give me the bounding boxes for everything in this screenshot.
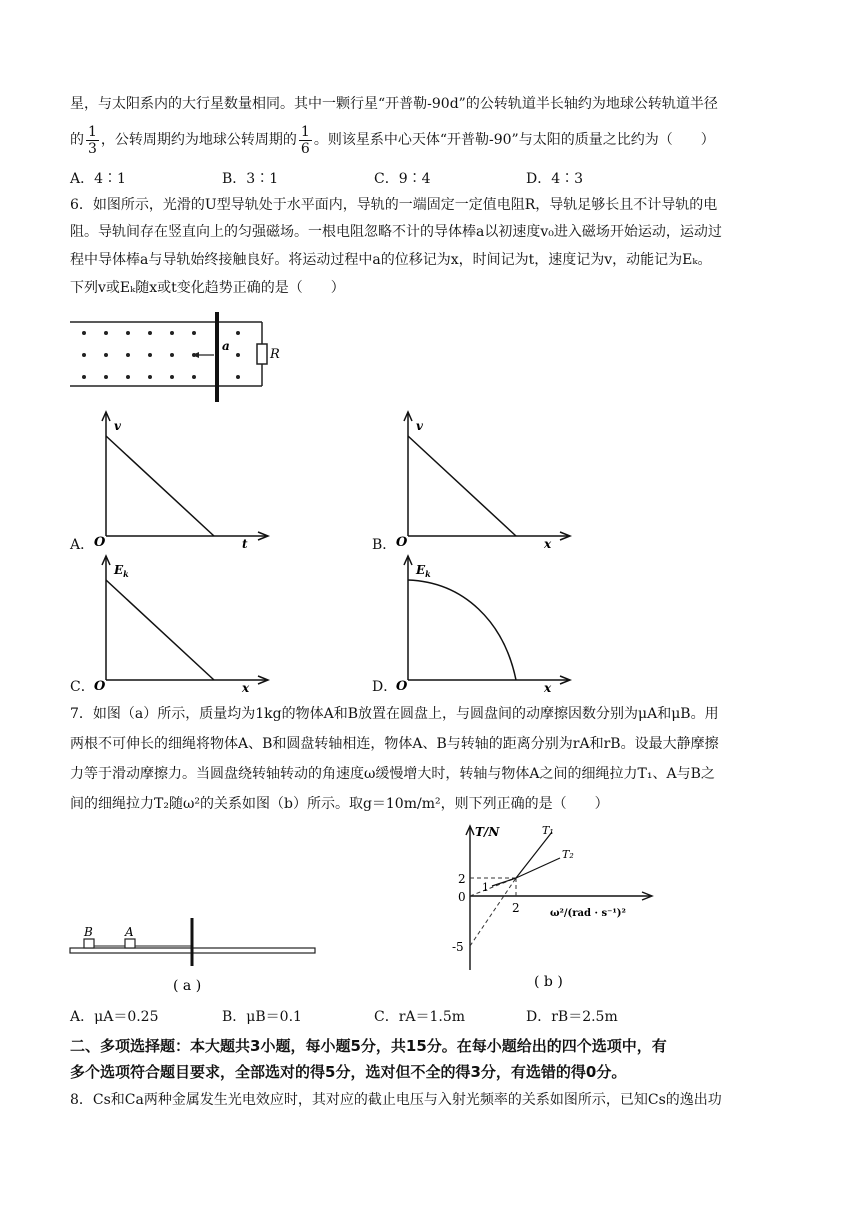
svg-text:T₁: T₁ bbox=[542, 824, 554, 837]
q5-line2 bbox=[70, 122, 715, 158]
svg-text:0: 0 bbox=[458, 890, 466, 904]
svg-text:O: O bbox=[94, 679, 106, 694]
block-b bbox=[84, 939, 94, 948]
q6-graph-a[interactable] bbox=[92, 408, 272, 550]
q6-graph-d[interactable] bbox=[394, 552, 574, 694]
svg-text:2: 2 bbox=[512, 901, 520, 915]
q7-line1: 7．如图（a）所示，质量均为1kg的物体A和B放置在圆盘上，与圆盘间的动摩擦因数分别为μA和μB。用 bbox=[70, 706, 719, 722]
q6-option-d[interactable]: D． bbox=[372, 679, 398, 695]
series-t1 bbox=[516, 832, 552, 878]
q7-option-a[interactable]: A．μA＝0.25 bbox=[70, 1009, 159, 1025]
q7-figure-a bbox=[68, 912, 318, 998]
q6-line1: 6．如图所示，光滑的U型导轨处于水平面内，导轨的一端固定一定值电阻R，导轨足够长且不计导轨的电 bbox=[70, 197, 718, 213]
svg-text:x: x bbox=[544, 681, 552, 694]
q5-line2c: 。则该星系中心天体“开普勒-90”与太阳的质量之比约为（ ） bbox=[313, 132, 715, 148]
svg-text:v: v bbox=[114, 419, 121, 433]
q7-line4: 间的细绳拉力T₂随ω²的关系如图（b）所示。取g＝10m/m²，则下列正确的是（ ） bbox=[70, 796, 609, 812]
q7-figure-b bbox=[442, 820, 662, 992]
q6-line4: 下列v或Eₖ随x或t变化趋势正确的是（ ） bbox=[70, 280, 345, 296]
svg-text:O: O bbox=[396, 535, 408, 550]
q5-line1: 星，与太阳系内的大行星数量相同。其中一颗行星“开普勒-90d”的公转轨道半长轴约为地球公转轨道半径 bbox=[70, 96, 718, 112]
svg-text:t: t bbox=[242, 537, 248, 550]
q6-rail-figure bbox=[70, 312, 280, 404]
series-t2 bbox=[516, 858, 560, 878]
svg-text:Ek: $E_k$ bbox=[416, 563, 431, 579]
q6-option-c[interactable]: C． bbox=[70, 679, 95, 695]
svg-text:ω²/(rad · s⁻¹)²: ω²/(rad · s⁻¹)² bbox=[550, 908, 626, 919]
svg-text:Ek: $E_k$ bbox=[114, 563, 129, 579]
q6-graph-b[interactable] bbox=[394, 408, 574, 550]
q6-graph-c[interactable] bbox=[92, 552, 272, 694]
q5-option-b[interactable]: B．3∶1 bbox=[222, 171, 279, 187]
q7-line2: 两根不可伸长的细绳将物体A、B和圆盘转轴相连，物体A、B与转轴的距离分别为rA和rB。设最大静摩擦 bbox=[70, 736, 719, 752]
q7-option-c[interactable]: C．rA＝1.5m bbox=[374, 1009, 466, 1025]
q7-line3: 力等于滑动摩擦力。当圆盘绕转轴转动的角速度ω缓慢增大时，转轴与物体A之间的细绳拉力T₁、A与B之 bbox=[70, 766, 715, 782]
q6-option-a[interactable]: A． bbox=[70, 537, 95, 553]
svg-text:B: B bbox=[84, 925, 93, 939]
svg-text:( b ): ( b ) bbox=[534, 974, 563, 990]
q8-line1: 8．Cs和Ca两种金属发生光电效应时，其对应的截止电压与入射光频率的关系如图所示，已知Cs的逸出功 bbox=[70, 1092, 722, 1108]
svg-text:x: x bbox=[544, 537, 552, 550]
q5-line2a: 的 bbox=[70, 132, 84, 148]
rod-label: a bbox=[222, 339, 230, 353]
svg-text:O: O bbox=[396, 679, 408, 694]
svg-text:O: O bbox=[94, 535, 106, 550]
q6-line3: 程中导体棒a与导轨始终接触良好。将运动过程中a的位移记为x，时间记为t，速度记为v，动能记为Eₖ。 bbox=[70, 252, 712, 268]
svg-text:-5: -5 bbox=[452, 940, 464, 954]
q7-option-b[interactable]: B．μB＝0.1 bbox=[222, 1009, 302, 1025]
resistor-label: R bbox=[270, 347, 280, 362]
svg-text:T/N: T/N bbox=[475, 825, 500, 839]
svg-text:1: 1 bbox=[482, 881, 489, 894]
svg-text:T₂: T₂ bbox=[562, 848, 574, 861]
fraction-one-third: $\frac{1}{3}$ bbox=[88, 123, 97, 157]
q5-line2b: ，公转周期约为地球公转周期的 bbox=[100, 132, 297, 148]
svg-text:x: x bbox=[242, 681, 250, 694]
svg-text:v: v bbox=[416, 419, 423, 433]
section-2-heading-line2: 多个选项符合题目要求，全部选对的得5分，选对但不全的得3分，有选错的得0分。 bbox=[70, 1063, 627, 1081]
q6-line2: 阻。导轨间存在竖直向上的匀强磁场。一根电阻忽略不计的导体棒a以初速度v₀进入磁场开始运动，运动过 bbox=[70, 224, 722, 240]
q7-option-d[interactable]: D．rB＝2.5m bbox=[526, 1009, 618, 1025]
section-2-heading-line1: 二、多项选择题：本大题共3小题，每小题5分，共15分。在每小题给出的四个选项中，有 bbox=[70, 1037, 667, 1055]
q6-option-b[interactable]: B． bbox=[372, 537, 397, 553]
svg-text:A: A bbox=[125, 925, 134, 939]
q5-option-a[interactable]: A．4∶1 bbox=[70, 171, 126, 187]
block-a bbox=[125, 939, 135, 948]
q5-option-d[interactable]: D．4∶3 bbox=[526, 171, 584, 187]
svg-text:2: 2 bbox=[458, 872, 466, 886]
q5-option-c[interactable]: C．9∶4 bbox=[374, 171, 431, 187]
fraction-one-sixth: $\frac{1}{6}$ bbox=[300, 123, 310, 157]
svg-text:( a ): ( a ) bbox=[173, 978, 202, 994]
